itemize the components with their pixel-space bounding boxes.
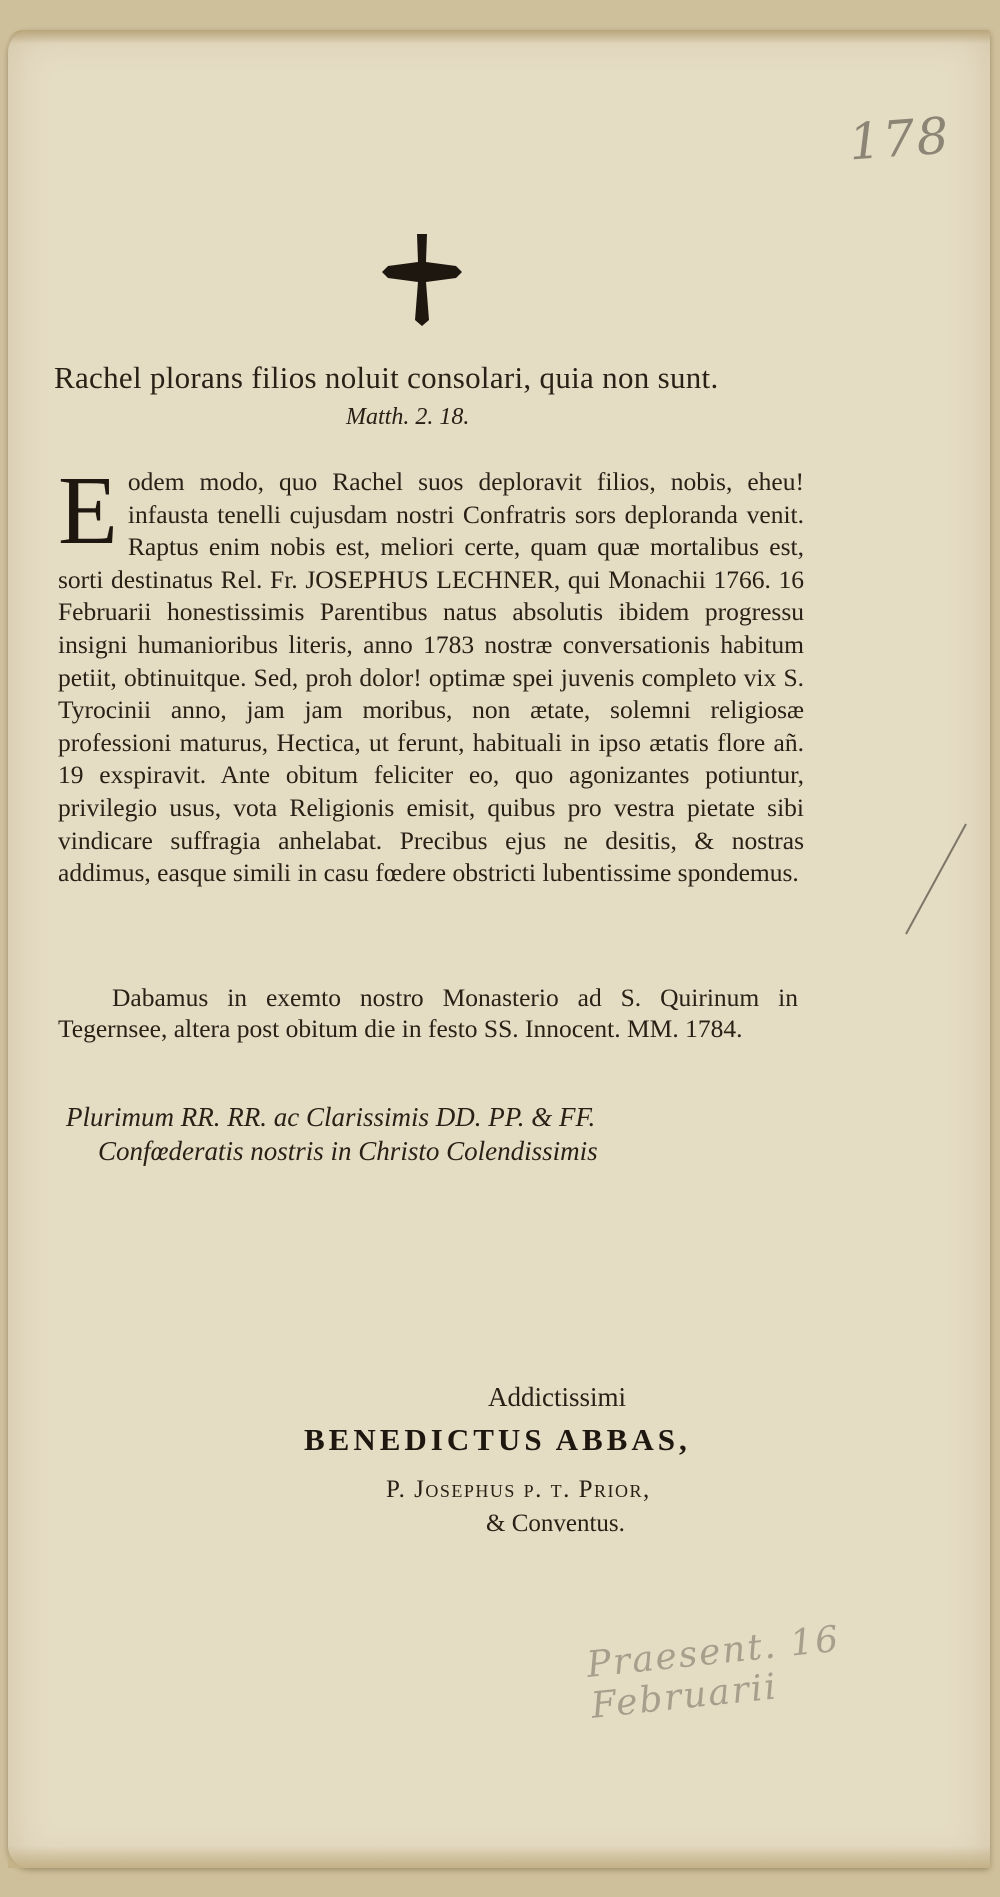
handwritten-note: Praesent. 16 Februarii <box>584 1618 843 1727</box>
document-page <box>8 30 990 1868</box>
body-text: odem modo, quo Rachel suos deploravit filios, nobis, eheu! infausta tenelli cujusdam nostri Confratris sors deploranda venit. Raptus enim nobis est, meliori certe, quam quæ mortalibus est, sorti destinatus Rel. Fr. JOSEPHUS LECHNER, qui Monachii 1766. 16 Februarii honestissimis Parentibus natus absolutis ibidem progressu insigni humanioribus literis, anno 1783 nostræ conversationis habitum petiit, obtinuitque. Sed, proh dolor! optimæ spei juvenis completo vix S. Tyrocinii anno, jam jam moribus, non ætate, solemni religiosæ professioni maturus, Hectica, ut ferunt, habituali in ipso ætatis flore añ. 19 exspiravit. Ante obitum feliciter eo, quo agonizantes potiuntur, privilegio usus, vota Religionis emisit, quibus pro vestra pietate sibi vindicare suffragia anhelabat. Precibus ejus ne desitis, & nostras addimus, easque simili in casu fœdere obstricti lubentissime spondemus. <box>58 467 804 888</box>
epigraph: Rachel plorans filios noluit consolari, quia non sunt. <box>54 360 719 395</box>
signature-addictissimi: Addictissimi <box>488 1382 627 1412</box>
body-paragraph <box>58 457 804 890</box>
drop-cap: E <box>58 457 118 565</box>
address-line-1: Plurimum RR. RR. ac Clarissimis DD. PP. & FF. <box>66 1102 596 1132</box>
address-block <box>66 1100 598 1168</box>
margin-pencil-stroke <box>900 820 970 940</box>
signature-conventus: & Conventus. <box>486 1510 625 1537</box>
dating-paragraph: Dabamus in exemto nostro Monasterio ad S. Quirinum in Tegernsee, altera post obitum die in festo SS. Innocent. MM. 1784. <box>58 983 798 1043</box>
signature-prior: P. Josephus p. t. Prior, <box>386 1476 651 1503</box>
address-line-2: Confœderatis nostris in Christo Colendissimis <box>98 1136 598 1166</box>
folio-number: 178 <box>846 106 952 172</box>
epigraph-citation: Matth. 2. 18. <box>346 404 470 430</box>
signature-abbas: BENEDICTUS ABBAS, <box>304 1422 691 1457</box>
cross-ornament <box>380 232 464 328</box>
